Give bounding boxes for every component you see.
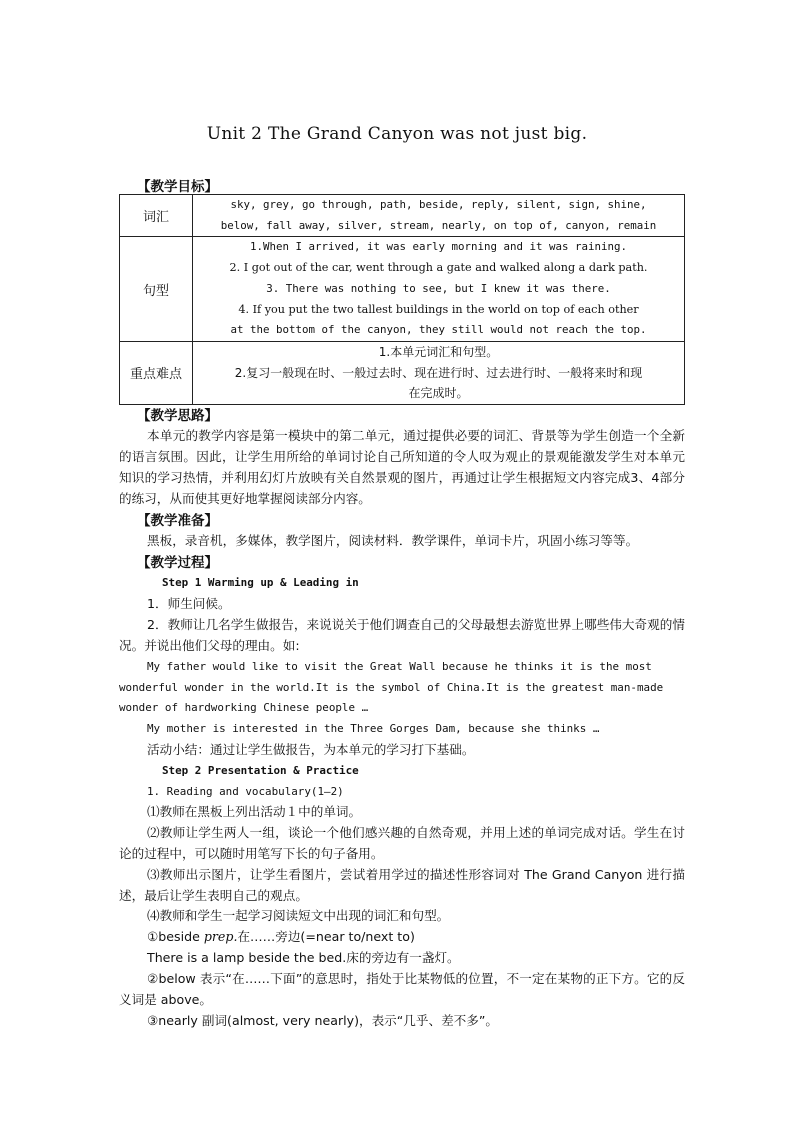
key-line: 2.复习一般现在时、一般过去时、现在进行时、过去进行时、一般将来时和现 xyxy=(234,365,643,380)
note-1 xyxy=(147,926,415,947)
vocab-row xyxy=(120,195,685,237)
process-heading: 【教学过程】 xyxy=(137,555,218,571)
example-line: My father would like to visit the Great Wall because he thinks it is the most xyxy=(147,660,652,673)
sub-item-1: ⑴教师在黑板上列出活动１中的单词。 xyxy=(147,804,362,819)
objectives-heading: 【教学目标】 xyxy=(137,179,218,195)
note-1-example: There is a lamp beside the bed.床的旁边有一盏灯。 xyxy=(147,950,460,965)
sentence-row xyxy=(120,237,685,342)
approach-paragraph: 本单元的教学内容是第一模块中的第二单元，通过提供必要的词汇、背景等为学生创造一个全新的语言氛围。因此，让学生用所给的单词讨论自己所知道的令人叹为观止的景观能激发学生对本单元知识的学习热情，并利用幻灯片放映有关自然景观的图片，再通过让学生根据短文内容完成3、4部分的练习，从而使其更好地掌握阅读部分内容。 xyxy=(119,428,685,506)
sentence-label: 句型 xyxy=(120,237,193,342)
key-line: 1.本单元词汇和句型。 xyxy=(378,344,499,359)
vocab-line: sky, grey, go through, path, beside, reply, silent, sign, shine, xyxy=(230,198,647,211)
key-label: 重点难点 xyxy=(120,341,193,404)
sub-item-2: ⑵教师让学生两人一组，谈论一个他们感兴趣的自然奇观，并用上述的单词完成对话。学生在讨论的过程中，可以随时用笔写下长的句子备用。 xyxy=(119,825,685,861)
note-3: ③nearly 副词(almost, very nearly)，表示“几乎、差不多”。 xyxy=(147,1013,498,1028)
step1-item-1: 1．师生问候。 xyxy=(147,596,231,611)
key-content xyxy=(193,341,685,404)
example-line: My mother is interested in the Three Gorges Dam, because she thinks … xyxy=(147,722,600,735)
prep-heading: 【教学准备】 xyxy=(137,513,218,529)
sentence-line: 3. There was nothing to see, but I knew it was there. xyxy=(266,281,611,295)
prep-paragraph: 黑板，录音机，多媒体，教学图片，阅读材料．教学课件，单词卡片，巩固小练习等等。 xyxy=(147,533,639,548)
note-2: ②below 表示“在……下面”的意思时，指处于比某物低的位置，不一定在某物的正下方。它的反义词是 above。 xyxy=(119,971,685,1007)
vocab-label: 词汇 xyxy=(120,195,193,237)
sentence-content xyxy=(193,237,685,342)
vocab-line: below, fall away, silver, stream, nearly, on top of, canyon, remain xyxy=(220,218,657,232)
objectives-table xyxy=(119,194,685,405)
reading-item: 1. Reading and vocabulary(1—2) xyxy=(147,785,344,798)
step1-item-2: 2．教师让几名学生做报告，来说说关于他们调查自己的父母最想去游览世界上哪些伟大奇观的情况。并说出他们父母的理由。如: xyxy=(119,617,685,653)
note-1-rest: 在……旁边(=near to/next to) xyxy=(237,929,415,944)
sub-item-3: ⑶教师出示图片，让学生看图片，尝试着用学过的描述性形容词对 The Grand Canyon 进行描述，最后让学生表明自己的观点。 xyxy=(119,867,685,903)
sentence-line: at the bottom of the canyon, they still would not reach the top. xyxy=(230,323,647,337)
example-line: wonder of hardworking Chinese people … xyxy=(119,701,369,714)
sentence-line: 4. If you put the two tallest buildings in the world on top of each other xyxy=(238,302,639,316)
page-title: Unit 2 The Grand Canyon was not just big. xyxy=(206,124,588,144)
note-1-pos: prep. xyxy=(203,929,238,944)
approach-heading: 【教学思路】 xyxy=(137,408,218,424)
key-line: 在完成时。 xyxy=(408,386,469,401)
note-1-word: ①beside xyxy=(147,929,204,944)
activity-summary: 活动小结：通过让学生做报告，为本单元的学习打下基础。 xyxy=(147,742,475,757)
sub-item-4: ⑷教师和学生一起学习阅读短文中出现的词汇和句型。 xyxy=(147,908,450,923)
example-line: wonderful wonder in the world.It is the symbol of China.It is the greatest man-made xyxy=(119,681,664,694)
vocab-content xyxy=(193,195,685,237)
sentence-line: 1.When I arrived, it was early morning and it was raining. xyxy=(249,240,628,254)
step1-title: Step 1 Warming up & Leading in xyxy=(162,576,359,589)
sentence-line: 2. I got out of the car, went through a gate and walked along a dark path. xyxy=(229,261,648,275)
key-row xyxy=(120,341,685,404)
step2-title: Step 2 Presentation & Practice xyxy=(162,764,359,777)
